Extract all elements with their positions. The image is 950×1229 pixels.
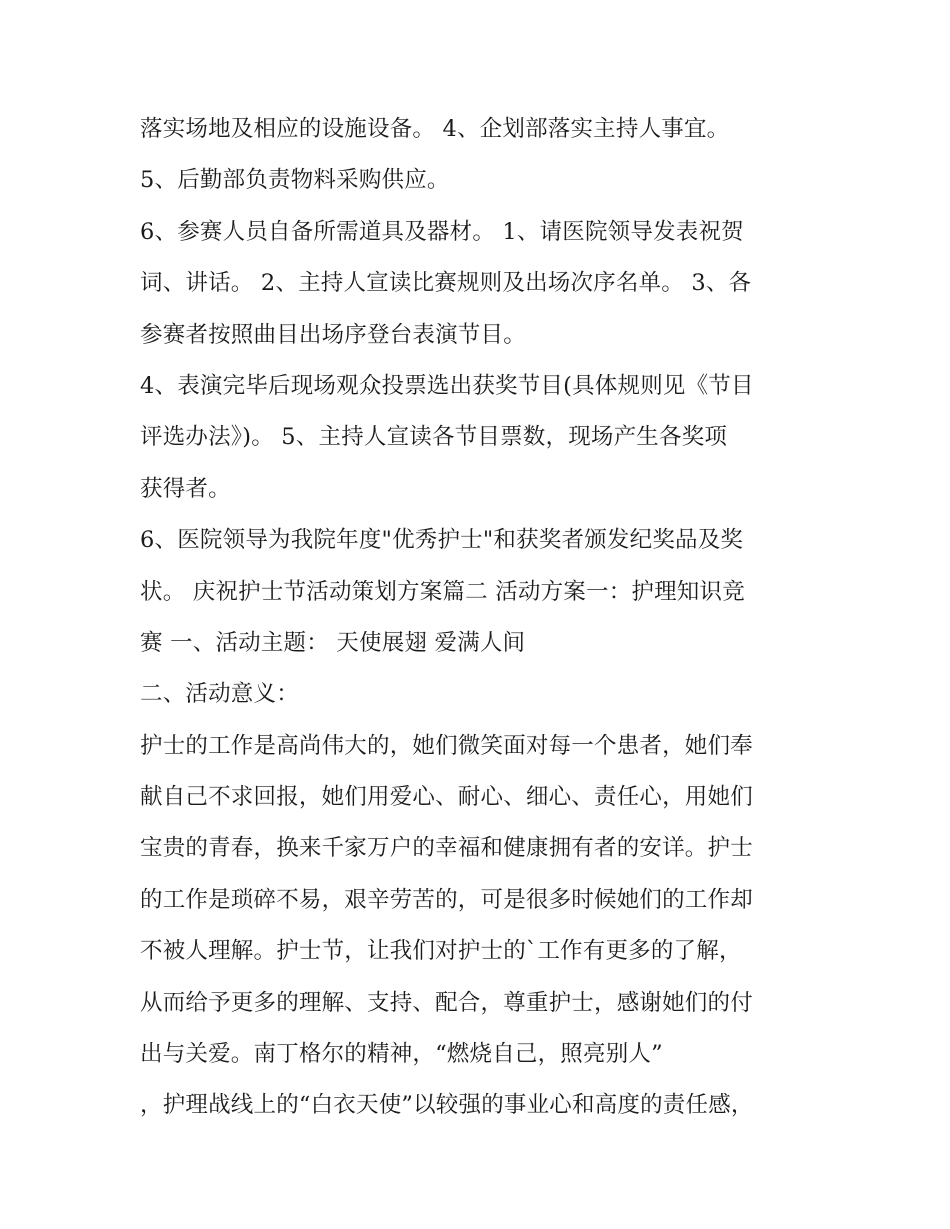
text-line: 宝贵的青春，换来千家万户的幸福和健康拥有者的安详。护士 [140,835,753,862]
text-line: 词、讲话。 2、主持人宣读比赛规则及出场次序名单。 3、各 [140,270,752,297]
text-line: 落实场地及相应的设施设备。 4、企划部落实主持人事宜。 [140,116,730,142]
text-line: 献自己不求回报，她们用爱心、耐心、细心、责任心，用她们 [140,784,753,811]
text-line: 参赛者按照曲目出场序登台表演节目。 [140,321,526,348]
text-line: 4、表演完毕后现场观众投票选出获奖节目(具体规则见《节目 [140,372,754,399]
text-line: 护士的工作是高尚伟大的，她们微笑面对每一个患者，她们奉 [140,732,753,759]
text-line: 出与关爱。南丁格尔的精神，“燃烧自己，照亮别人” [140,1041,663,1068]
text-line: ，护理战线上的“白衣天使”以较强的事业心和高度的责任感， [140,1092,754,1119]
text-line: 评选办法》)。 5、主持人宣读各节目票数，现场产生各奖项 [140,424,728,451]
text-line: 状。 庆祝护士节活动策划方案篇二 活动方案一：护理知识竞 [140,578,745,605]
text-line: 从而给予更多的理解、支持、配合，尊重护士，感谢她们的付 [140,989,753,1016]
text-line: 赛 一、活动主题： 天使展翅 爱满人间 [140,629,526,656]
text-line: 6、医院领导为我院年度"优秀护士"和获奖者颁发纪奖品及奖 [140,527,744,554]
text-line: 的工作是琐碎不易，艰辛劳苦的，可是很多时候她们的工作却 [140,886,753,913]
section-heading: 二、活动意义： [140,681,299,708]
document-body [140,104,820,1132]
text-line: 获得者。 [140,475,231,502]
text-line: 5、后勤部负责物料采购供应。 [140,167,450,194]
text-line: 不被人理解。护士节，让我们对护士的`工作有更多的了解， [140,938,742,965]
text-line: 6、参赛人员自备所需道具及器材。 1、请医院领导发表祝贺 [140,218,744,245]
